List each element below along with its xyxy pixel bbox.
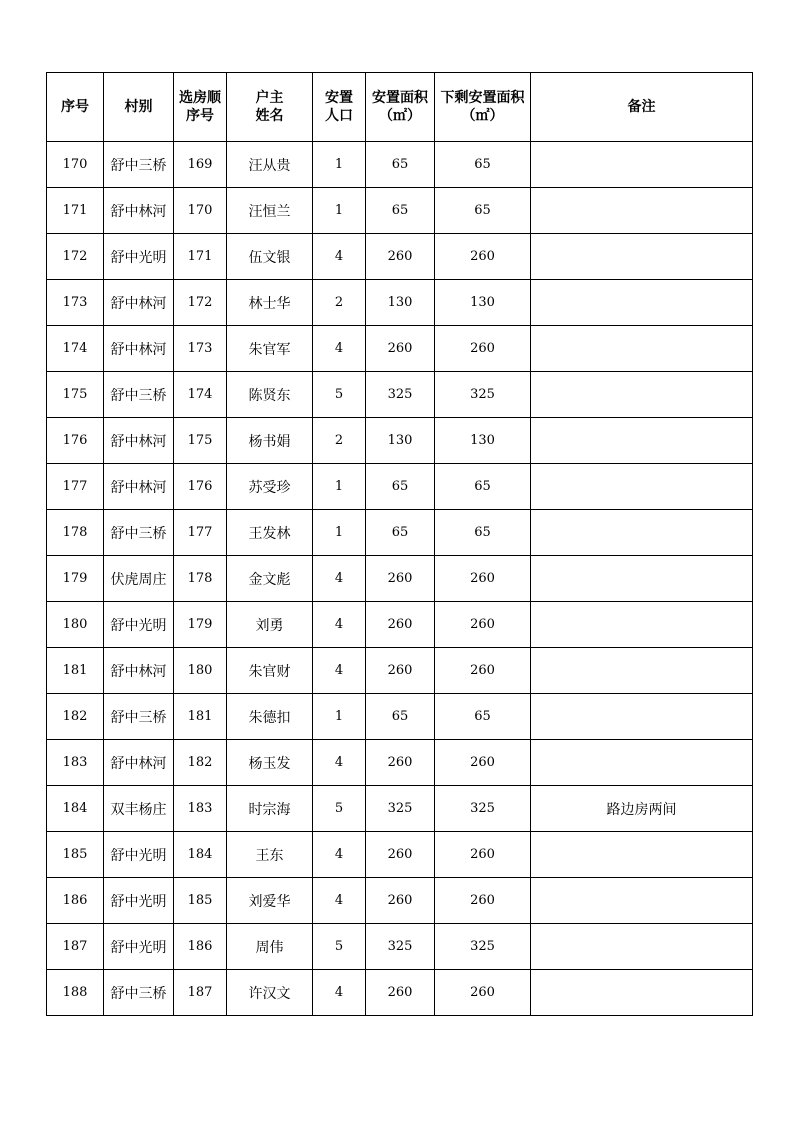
cell-seq: 184 [47, 786, 104, 832]
table-row [47, 556, 753, 602]
cell-population: 1 [313, 464, 366, 510]
cell-seq: 175 [47, 372, 104, 418]
cell-area: 65 [366, 694, 435, 740]
cell-order: 179 [174, 602, 227, 648]
cell-name: 许汉文 [227, 970, 313, 1016]
cell-order: 172 [174, 280, 227, 326]
table-row [47, 786, 753, 832]
cell-population: 4 [313, 648, 366, 694]
cell-population: 1 [313, 694, 366, 740]
cell-area: 65 [366, 142, 435, 188]
cell-area: 260 [366, 648, 435, 694]
cell-note [531, 510, 753, 556]
column-header-note [531, 73, 753, 142]
cell-village: 舒中光明 [104, 234, 174, 280]
cell-order: 181 [174, 694, 227, 740]
cell-order: 186 [174, 924, 227, 970]
cell-seq: 179 [47, 556, 104, 602]
cell-name: 刘爱华 [227, 878, 313, 924]
column-header-area [366, 73, 435, 142]
cell-note [531, 556, 753, 602]
cell-note [531, 464, 753, 510]
column-header-line: 安置面积 [372, 90, 428, 106]
cell-village: 舒中林河 [104, 326, 174, 372]
cell-village: 舒中光明 [104, 602, 174, 648]
column-header-line: 人口 [325, 108, 353, 124]
column-header-line: 姓名 [255, 108, 284, 124]
cell-seq: 174 [47, 326, 104, 372]
cell-order: 173 [174, 326, 227, 372]
column-header-line: （㎡） [461, 108, 504, 124]
cell-area: 325 [366, 372, 435, 418]
cell-remaining: 65 [435, 188, 531, 234]
cell-note [531, 188, 753, 234]
cell-note [531, 280, 753, 326]
column-header-line: 备注 [627, 99, 656, 115]
cell-note [531, 418, 753, 464]
cell-remaining: 65 [435, 464, 531, 510]
column-header-line: 安置 [325, 90, 353, 106]
cell-remaining: 260 [435, 878, 531, 924]
cell-name: 伍文银 [227, 234, 313, 280]
cell-area: 65 [366, 188, 435, 234]
column-header-line: （㎡） [379, 108, 421, 124]
cell-note [531, 648, 753, 694]
column-header-line: 序号 [186, 108, 214, 124]
cell-village: 舒中林河 [104, 280, 174, 326]
cell-order: 182 [174, 740, 227, 786]
cell-order: 175 [174, 418, 227, 464]
cell-seq: 186 [47, 878, 104, 924]
cell-note [531, 878, 753, 924]
column-header-seq [47, 73, 104, 142]
cell-remaining: 260 [435, 326, 531, 372]
cell-remaining: 260 [435, 234, 531, 280]
cell-seq: 176 [47, 418, 104, 464]
cell-village: 伏虎周庄 [104, 556, 174, 602]
cell-order: 174 [174, 372, 227, 418]
table-row [47, 832, 753, 878]
cell-remaining: 65 [435, 694, 531, 740]
table-row [47, 142, 753, 188]
cell-population: 4 [313, 234, 366, 280]
cell-population: 1 [313, 142, 366, 188]
cell-note [531, 970, 753, 1016]
cell-seq: 187 [47, 924, 104, 970]
column-header-remaining [435, 73, 531, 142]
cell-name: 杨玉发 [227, 740, 313, 786]
cell-name: 林士华 [227, 280, 313, 326]
cell-seq: 181 [47, 648, 104, 694]
cell-note [531, 832, 753, 878]
cell-seq: 173 [47, 280, 104, 326]
cell-village: 舒中光明 [104, 924, 174, 970]
table-row [47, 234, 753, 280]
cell-population: 4 [313, 556, 366, 602]
table-row [47, 188, 753, 234]
column-header-village [104, 73, 174, 142]
cell-seq: 170 [47, 142, 104, 188]
table-row [47, 878, 753, 924]
table-row [47, 510, 753, 556]
resettlement-table [46, 72, 753, 1016]
cell-name: 杨书娟 [227, 418, 313, 464]
cell-village: 舒中三桥 [104, 970, 174, 1016]
cell-population: 4 [313, 832, 366, 878]
table-row [47, 694, 753, 740]
cell-order: 185 [174, 878, 227, 924]
cell-order: 178 [174, 556, 227, 602]
cell-remaining: 260 [435, 740, 531, 786]
cell-population: 5 [313, 372, 366, 418]
cell-note [531, 326, 753, 372]
cell-village: 舒中三桥 [104, 372, 174, 418]
cell-remaining: 260 [435, 832, 531, 878]
header-row [47, 73, 753, 142]
cell-order: 170 [174, 188, 227, 234]
cell-seq: 183 [47, 740, 104, 786]
cell-name: 王发林 [227, 510, 313, 556]
table-row [47, 602, 753, 648]
cell-name: 苏受珍 [227, 464, 313, 510]
cell-order: 169 [174, 142, 227, 188]
table-row [47, 418, 753, 464]
cell-name: 汪从贵 [227, 142, 313, 188]
cell-area: 260 [366, 878, 435, 924]
cell-population: 1 [313, 188, 366, 234]
table-row [47, 924, 753, 970]
cell-remaining: 325 [435, 786, 531, 832]
table-row [47, 648, 753, 694]
cell-area: 130 [366, 418, 435, 464]
table-row [47, 970, 753, 1016]
cell-area: 325 [366, 924, 435, 970]
cell-remaining: 130 [435, 280, 531, 326]
cell-name: 陈贤东 [227, 372, 313, 418]
cell-population: 4 [313, 970, 366, 1016]
cell-name: 朱德扣 [227, 694, 313, 740]
cell-name: 时宗海 [227, 786, 313, 832]
cell-order: 187 [174, 970, 227, 1016]
table-row [47, 280, 753, 326]
cell-village: 舒中林河 [104, 464, 174, 510]
cell-name: 金文彪 [227, 556, 313, 602]
cell-area: 260 [366, 556, 435, 602]
cell-population: 2 [313, 418, 366, 464]
cell-area: 260 [366, 234, 435, 280]
cell-name: 汪恒兰 [227, 188, 313, 234]
cell-area: 260 [366, 740, 435, 786]
column-header-line: 下剩安置面积 [440, 90, 525, 106]
cell-area: 260 [366, 832, 435, 878]
cell-note [531, 234, 753, 280]
table-row [47, 326, 753, 372]
cell-area: 325 [366, 786, 435, 832]
cell-name: 王东 [227, 832, 313, 878]
column-header-order [174, 73, 227, 142]
cell-note: 路边房两间 [531, 786, 753, 832]
cell-village: 双丰杨庄 [104, 786, 174, 832]
cell-village: 舒中林河 [104, 648, 174, 694]
cell-seq: 178 [47, 510, 104, 556]
cell-village: 舒中林河 [104, 418, 174, 464]
cell-seq: 171 [47, 188, 104, 234]
cell-remaining: 65 [435, 510, 531, 556]
cell-village: 舒中光明 [104, 878, 174, 924]
cell-note [531, 694, 753, 740]
cell-area: 260 [366, 326, 435, 372]
cell-area: 130 [366, 280, 435, 326]
cell-remaining: 260 [435, 556, 531, 602]
cell-population: 4 [313, 602, 366, 648]
cell-population: 4 [313, 326, 366, 372]
table-row [47, 740, 753, 786]
cell-population: 1 [313, 510, 366, 556]
cell-area: 260 [366, 970, 435, 1016]
cell-seq: 172 [47, 234, 104, 280]
table-body [47, 142, 753, 1016]
cell-population: 4 [313, 878, 366, 924]
cell-order: 180 [174, 648, 227, 694]
cell-note [531, 740, 753, 786]
column-header-line: 序号 [61, 99, 89, 115]
cell-population: 4 [313, 740, 366, 786]
cell-seq: 180 [47, 602, 104, 648]
cell-name: 刘勇 [227, 602, 313, 648]
cell-remaining: 260 [435, 648, 531, 694]
cell-village: 舒中三桥 [104, 510, 174, 556]
cell-remaining: 65 [435, 142, 531, 188]
table-row [47, 372, 753, 418]
cell-note [531, 924, 753, 970]
cell-remaining: 325 [435, 372, 531, 418]
cell-name: 周伟 [227, 924, 313, 970]
cell-seq: 182 [47, 694, 104, 740]
cell-note [531, 142, 753, 188]
cell-order: 183 [174, 786, 227, 832]
cell-note [531, 602, 753, 648]
cell-seq: 188 [47, 970, 104, 1016]
cell-note [531, 372, 753, 418]
column-header-line: 户主 [255, 90, 284, 106]
cell-order: 177 [174, 510, 227, 556]
cell-remaining: 260 [435, 602, 531, 648]
column-header-line: 村别 [124, 99, 153, 115]
cell-remaining: 130 [435, 418, 531, 464]
table-row [47, 464, 753, 510]
column-header-line: 选房顺 [179, 90, 221, 106]
cell-name: 朱官军 [227, 326, 313, 372]
cell-village: 舒中光明 [104, 832, 174, 878]
cell-order: 184 [174, 832, 227, 878]
cell-seq: 185 [47, 832, 104, 878]
cell-village: 舒中林河 [104, 188, 174, 234]
cell-population: 2 [313, 280, 366, 326]
cell-village: 舒中三桥 [104, 142, 174, 188]
column-header-householder [227, 73, 313, 142]
column-header-population [313, 73, 366, 142]
cell-name: 朱官财 [227, 648, 313, 694]
cell-village: 舒中三桥 [104, 694, 174, 740]
cell-village: 舒中林河 [104, 740, 174, 786]
cell-population: 5 [313, 924, 366, 970]
cell-area: 260 [366, 602, 435, 648]
cell-remaining: 260 [435, 970, 531, 1016]
cell-seq: 177 [47, 464, 104, 510]
cell-area: 65 [366, 464, 435, 510]
cell-order: 171 [174, 234, 227, 280]
cell-remaining: 325 [435, 924, 531, 970]
cell-area: 65 [366, 510, 435, 556]
cell-population: 5 [313, 786, 366, 832]
cell-order: 176 [174, 464, 227, 510]
